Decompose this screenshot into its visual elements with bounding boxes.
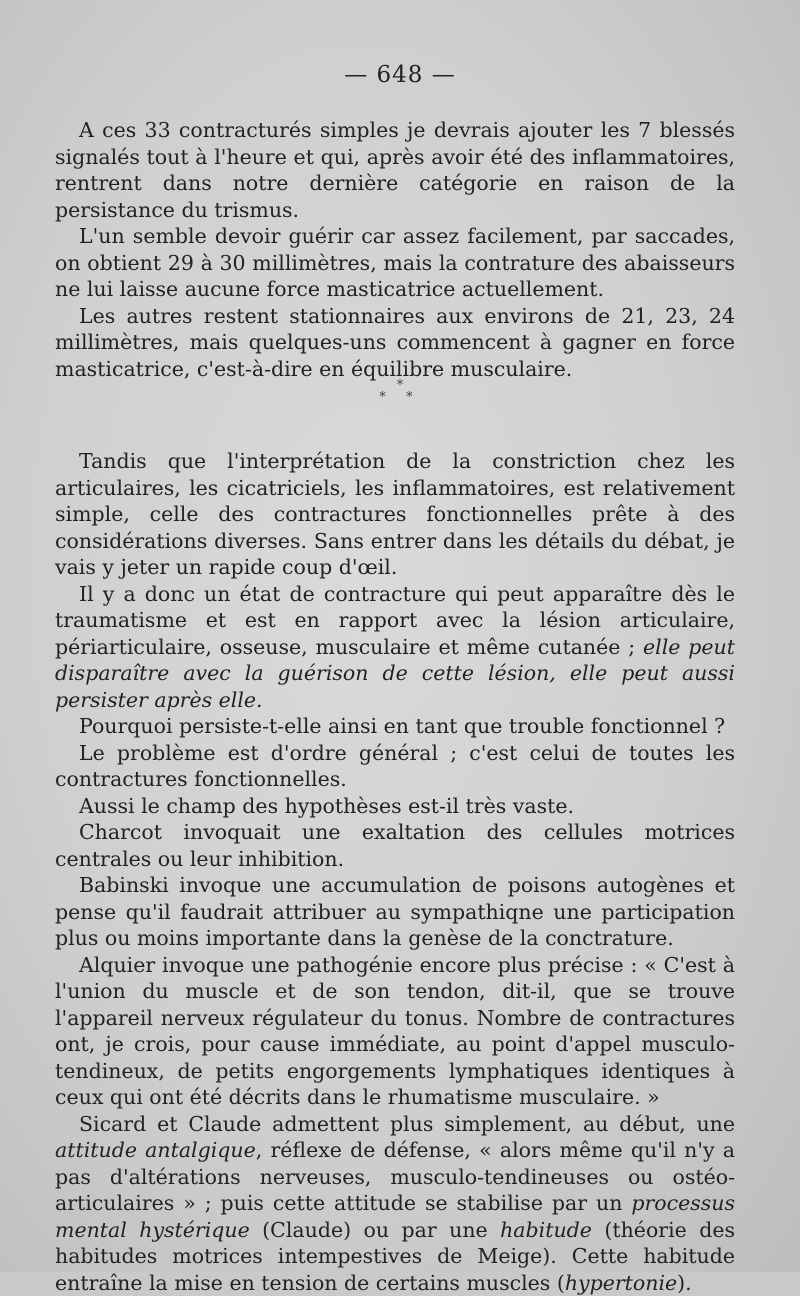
paragraph: Tandis que l'interprétation de la constriction chez les articulaires, les cicatriciels, les inflammatoires, est relativement simple, celle des contractures fonctionnelles prête à des considérations diverses. Sans entrer dans les détails du débat, je vais y jeter un rapide coup d'œil. <box>55 448 735 581</box>
italic-text: elle peut disparaître avec la guérison de cette lésion, elle peut aussi persister après elle. <box>55 635 735 712</box>
paragraph: Charcot invoquait une exaltation des cellules motrices centrales ou leur inhibition. <box>55 819 735 872</box>
paragraph: A ces 33 contracturés simples je devrais ajouter les 7 blessés signalés tout à l'heure et qui, après avoir été des inflammatoires, rentrent dans notre dernière catégorie en raison de la persistance du trismus. <box>55 117 735 223</box>
paragraph-text: Sicard et Claude admettent plus simplement, au début, une <box>79 1112 735 1136</box>
italic-text: habitude <box>500 1218 592 1242</box>
paragraph: Babinski invoque une accumulation de poisons autogènes et pense qu'il faudrait attribuer au sympathiqne une participation plus ou moins importante dans la genèse de la conctrature. <box>55 872 735 952</box>
paragraph: L'un semble devoir guérir car assez facilement, par saccades, on obtient 29 à 30 millimètres, mais la contrature des abaisseurs ne lui laisse aucune force masticatrice actuellement. <box>55 223 735 303</box>
asterism-bottom: * * <box>0 392 800 404</box>
paragraph-text: (théorie des habitudes motrices intempestives de Meige). Cette habitude entraîne la mise en tension de certains muscles ( <box>55 1218 735 1295</box>
paragraph <box>55 1111 735 1296</box>
italic-text: processus mental hystérique <box>55 1191 735 1242</box>
paragraph-text: , réflexe de défense, « alors même qu'il n'y a pas d'altérations nerveuses, musculo-tendineuses ou ostéo-articulaires » ; puis cette attitude se stabilise par un <box>55 1138 735 1215</box>
paragraph: Alquier invoque une pathogénie encore plus précise : « C'est à l'union du muscle et de son tendon, dit-il, que se trouve l'appareil nerveux régulateur du tonus. Nombre de contractures ont, je crois, pour cause immédiate, au point d'appel musculo-tendineux, de petits engorgements lymphatiques identiques à ceux qui ont été décrits dans le rhumatisme musculaire. » <box>55 952 735 1111</box>
asterism-top: * <box>0 380 800 392</box>
paragraph: Le problème est d'ordre général ; c'est celui de toutes les contractures fonctionnelles. <box>55 740 735 793</box>
paragraph: Pourquoi persiste-t-elle ainsi en tant que trouble fonctionnel ? <box>55 713 735 740</box>
paragraph <box>55 581 735 714</box>
italic-text: attitude antalgique <box>55 1138 256 1162</box>
page-number: — 648 — <box>0 62 800 88</box>
asterism-separator <box>0 380 800 404</box>
paragraph: Aussi le champ des hypothèses est-il très vaste. <box>55 793 735 820</box>
text-block-main <box>55 448 735 1296</box>
italic-text: hypertonie <box>565 1271 677 1295</box>
paragraph-text: ). <box>677 1271 692 1295</box>
text-block-top <box>55 117 735 382</box>
paragraph-text: Il y a donc un état de contracture qui peut apparaître dès le traumatisme et est en rapport avec la lésion articulaire, périarticulaire, osseuse, musculaire et même cutanée ; <box>55 582 735 659</box>
paragraph-text: (Claude) ou par une <box>250 1218 500 1242</box>
paragraph: Les autres restent stationnaires aux environs de 21, 23, 24 millimètres, mais quelques-uns commencent à gagner en force masticatrice, c'est-à-dire en équilibre musculaire. <box>55 303 735 383</box>
